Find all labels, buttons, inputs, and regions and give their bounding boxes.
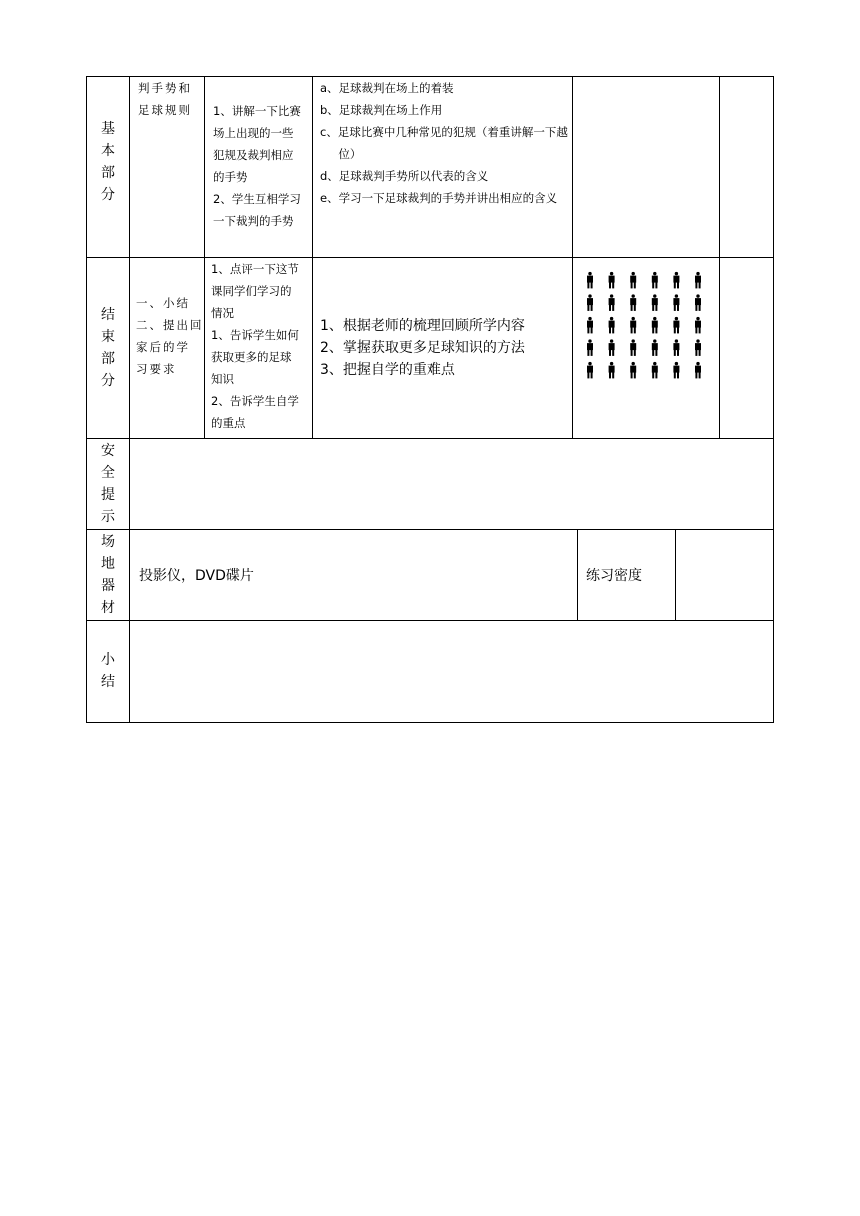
label-char: 提 [101, 487, 115, 503]
label-char: 全 [101, 465, 115, 481]
student-figure [673, 339, 679, 356]
student-figure [609, 339, 615, 356]
label-char: 分 [101, 373, 115, 389]
basic-section-label [87, 118, 129, 206]
student-item: d、足球裁判手势所以代表的含义 [320, 169, 489, 183]
teacher-line: 2、告诉学生自学 [211, 394, 299, 408]
student-figure [630, 294, 636, 311]
content-line: 一、小结 [136, 296, 190, 310]
teacher-line: 1、讲解一下比赛 [213, 104, 301, 118]
student-item: e、学习一下足球裁判的手势并讲出相应的含义 [320, 191, 558, 205]
teacher-line: 获取更多的足球 [211, 350, 292, 364]
student-figure [630, 362, 636, 379]
student-item: a、足球裁判在场上的着装 [320, 81, 454, 95]
student-figure [673, 272, 679, 289]
teacher-line: 知识 [211, 372, 234, 386]
label-char: 器 [101, 578, 115, 594]
content-line: 二、提出回 [136, 318, 204, 332]
basic-content [138, 77, 204, 121]
label-char: 场 [101, 534, 115, 550]
label-char: 地 [101, 556, 115, 572]
label-char: 本 [101, 143, 115, 159]
student-figure [673, 294, 679, 311]
content-line: 判手势和 [138, 81, 192, 95]
student-figure [609, 294, 615, 311]
teacher-line: 课同学们学习的 [211, 284, 292, 298]
student-item: c、足球比赛中几种常见的犯规（着重讲解一下越位） [320, 125, 568, 161]
venue-equipment: 投影仪，DVD碟片 [139, 568, 254, 584]
content-line: 习要求 [136, 362, 177, 376]
density-label: 练习密度 [586, 568, 642, 584]
student-figure [652, 272, 658, 289]
student-figure [609, 362, 615, 379]
formation-figure [573, 258, 719, 438]
end-section-label [87, 304, 129, 392]
student-figure [587, 362, 593, 379]
student-figure [695, 339, 701, 356]
student-figure [652, 362, 658, 379]
student-figure [695, 362, 701, 379]
basic-teacher-activity [213, 100, 312, 232]
label-char: 部 [101, 165, 115, 181]
teacher-line: 场上出现的一些 [213, 126, 294, 140]
label-char: 小 [101, 652, 115, 668]
label-char: 分 [101, 187, 115, 203]
formation-diagram [573, 258, 719, 438]
end-teacher-activity [211, 258, 312, 434]
label-char: 部 [101, 351, 115, 367]
student-figure [673, 317, 679, 334]
teacher-line: 的重点 [211, 416, 246, 430]
student-figure [630, 317, 636, 334]
student-figure [695, 317, 701, 334]
label-char: 束 [101, 329, 115, 345]
student-item: 1、根据老师的梳理回顾所学内容 [320, 318, 525, 334]
student-figure [652, 294, 658, 311]
teacher-line: 一下裁判的手势 [213, 214, 294, 228]
teacher-line: 2、学生互相学习 [213, 192, 301, 206]
teacher-line: 1、告诉学生如何 [211, 328, 299, 342]
end-student-activity [320, 315, 570, 381]
venue-label [87, 531, 129, 619]
student-figure [695, 294, 701, 311]
student-figure [587, 317, 593, 334]
student-figure [652, 317, 658, 334]
label-char: 结 [101, 307, 115, 323]
student-figure [587, 272, 593, 289]
lesson-plan-table [86, 76, 774, 723]
student-item: b、足球裁判在场上作用 [320, 103, 443, 117]
student-figure [630, 339, 636, 356]
label-char: 示 [101, 509, 115, 525]
student-figure [609, 272, 615, 289]
label-char: 材 [101, 600, 115, 616]
safety-label [87, 440, 129, 528]
label-char: 安 [101, 443, 115, 459]
teacher-line: 的手势 [213, 170, 248, 184]
teacher-line: 1、点评一下这节 [211, 262, 299, 276]
student-item: 2、掌握获取更多足球知识的方法 [320, 340, 525, 356]
content-line: 足球规则 [138, 103, 192, 117]
student-figure [695, 272, 701, 289]
student-figure [587, 294, 593, 311]
content-line: 家后的学 [136, 340, 190, 354]
student-figure [673, 362, 679, 379]
basic-student-activity [320, 77, 568, 209]
student-figure [630, 272, 636, 289]
end-content [136, 292, 204, 380]
label-char: 结 [101, 674, 115, 690]
teacher-line: 情况 [211, 306, 234, 320]
summary-label [87, 649, 129, 693]
student-item: 3、把握自学的重难点 [320, 362, 455, 378]
student-figure [609, 317, 615, 334]
student-figure [652, 339, 658, 356]
label-char: 基 [101, 121, 115, 137]
student-figure [587, 339, 593, 356]
teacher-line: 犯规及裁判相应 [213, 148, 294, 162]
